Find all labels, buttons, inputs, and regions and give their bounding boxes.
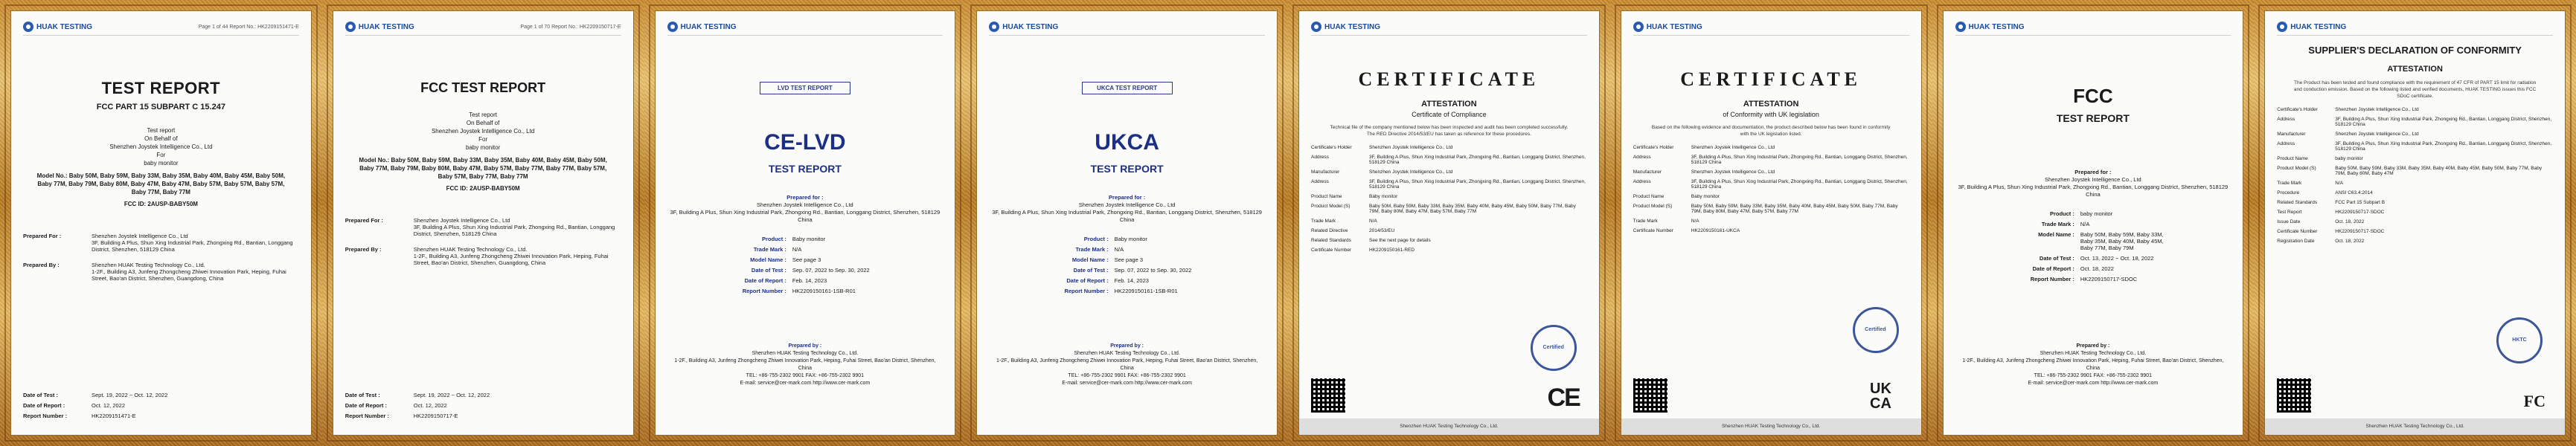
- value: Shenzhen Joystek Intelligence Co., Ltd: [2335, 107, 2419, 112]
- label: Model Name :: [2038, 231, 2074, 238]
- fcc-mark-icon: FC: [2523, 392, 2545, 410]
- certification-seal-icon: HKTC: [2496, 317, 2543, 363]
- date-of-report: Feb. 14, 2023: [1114, 277, 1149, 284]
- label: Prepared By :: [23, 262, 60, 268]
- fcc-id: FCC ID: 2AUSP-BABY50M: [446, 185, 520, 192]
- label: Product Name: [1633, 194, 1665, 199]
- page-meta: Page 1 of 70 Report No.: HK2209150717-E: [520, 24, 621, 30]
- brand-logo: [1311, 22, 1380, 32]
- label: Related Standards: [2277, 200, 2318, 205]
- label: Report Number :: [23, 413, 68, 419]
- model-list: Model No.: Baby 50M, Baby 59M, Baby 33M, Baby 35M, Baby 40M, Baby 45M, Baby 50M, Baby 77M, Baby 79M, Baby 80M, Baby 47M, Baby 47M, Baby 57M, Baby 57M, Baby 57M, Baby 77M, Baby 77M: [36, 172, 286, 195]
- date-rows: [345, 392, 490, 423]
- label: Address: [1311, 155, 1329, 160]
- label: Prepared For :: [23, 233, 62, 239]
- qr-code-icon: [1311, 378, 1345, 413]
- product: Baby monitor: [792, 236, 826, 242]
- attestation-subheading: of Conformity with UK legislation: [1723, 111, 1819, 118]
- value: HK2209150161-UKCA: [1691, 228, 1740, 233]
- label: Certificate's Holder: [1311, 145, 1352, 150]
- label: Product :: [1083, 236, 1109, 242]
- value: HK2209150161-RED: [1369, 248, 1415, 253]
- prepared-for: Shenzhen Joystek Intelligence Co., Ltd 3F, Building A Plus, Shun Xing Industrial Park, Zhongxing Rd., Bantian, Longgang District, Shenzhen, 518129 China: [92, 233, 293, 253]
- date-of-test: Sep. 07, 2022 to Sep. 30, 2022: [1114, 267, 1192, 274]
- value: Shenzhen Joystek Intelligence Co., Ltd: [1369, 145, 1453, 150]
- date-rows: [23, 392, 167, 423]
- certificate-frame-4[interactable]: [966, 0, 1288, 446]
- date-of-report: Feb. 14, 2023: [792, 277, 827, 284]
- label: Report Number :: [1064, 288, 1109, 294]
- label: Trade Mark: [1311, 219, 1336, 224]
- document-page: [655, 10, 956, 436]
- label: Related Directive: [1311, 228, 1348, 233]
- attestation-note: The Product has been tested and found compliance with the requirement of 47 CFR of PART 15 limit for radiation and conduction emission. Based on the following listed and verified documents, HUAK TESTING issues this FCC SDoC certificate.: [2293, 80, 2537, 99]
- prepared-for: Shenzhen Joystek Intelligence Co., Ltd 3F, Building A Plus, Shun Xing Industrial Park, Zhongxing Rd., Bantian, Longgang District, Shenzhen, 518129 China: [992, 201, 1262, 223]
- label: Product Model (S): [2277, 166, 2316, 171]
- brand-name: HUAK TESTING: [358, 22, 414, 31]
- value: Shenzhen Joystek Intelligence Co., Ltd: [2335, 132, 2419, 137]
- value: Oct. 18, 2022: [2335, 239, 2365, 244]
- label: Date of Report :: [345, 402, 387, 409]
- footer-band: Shenzhen HUAK Testing Technology Co., Ltd.: [1299, 418, 1599, 435]
- value: 3F, Building A Plus, Shun Xing Industrial Park, Zhongxing Rd., Bantian, Longgang District, Shenzhen, 518129 China: [1691, 155, 1908, 165]
- certificate-frame-5[interactable]: [1288, 0, 1610, 446]
- report-subtitle: TEST REPORT: [1090, 163, 1164, 175]
- label: Registration Date: [2277, 239, 2315, 244]
- party-rows: [345, 217, 621, 266]
- brand-name: HUAK TESTING: [36, 22, 92, 31]
- attestation-subheading: Certificate of Compliance: [1412, 111, 1487, 118]
- label: Trade Mark :: [2041, 221, 2074, 227]
- model-name: See page 3: [792, 256, 821, 263]
- value: ANSI C63.4:2014: [2335, 190, 2373, 195]
- prepared-by-block: [989, 343, 1265, 387]
- brand-name: HUAK TESTING: [1968, 22, 2025, 31]
- ce-mark-icon: CE: [1547, 384, 1580, 412]
- document-page: [333, 10, 634, 436]
- label: Address: [1633, 155, 1651, 160]
- label: Trade Mark: [2277, 181, 2302, 186]
- label: Prepared for :: [1109, 194, 1146, 201]
- label: Product :: [2049, 210, 2074, 217]
- date-of-test: Sept. 19, 2022 ~ Oct. 12, 2022: [92, 392, 168, 398]
- report-number: HK2209151471-E: [92, 413, 136, 419]
- report-number: HK2209150717-SDOC: [2080, 276, 2138, 282]
- certificate-details: [1311, 145, 1587, 253]
- footer-band: Shenzhen HUAK Testing Technology Co., Ltd.: [2265, 418, 2565, 435]
- value: 2014/53/EU: [1369, 228, 1395, 233]
- trade-mark: N/A: [2080, 221, 2090, 227]
- label: Certificate Number: [1633, 228, 1673, 233]
- model-list: Model No.: Baby 50M, Baby 59M, Baby 33M, Baby 35M, Baby 40M, Baby 45M, Baby 50M, Baby 77M, Baby 79M, Baby 80M, Baby 47M, Baby 57M, Baby 77M, Baby 77M, Baby 57M, Baby 57M, Baby 77M, Baby 77M: [359, 157, 607, 180]
- prepared-by: Shenzhen HUAK Testing Technology Co., Ltd. 1-2F., Building A3, Junfeng Zhongcheng Zhiwei Innovation Park, Heping, Fuhai Street, Bao'an District, Shenzhen, China TEL: +86-755-2302 9901 FAX: +86-755-2302 9901 E-mail: service@cer-mark.com http://www.cer-mark.com: [996, 351, 1258, 386]
- report-type-badge: UKCA TEST REPORT: [1082, 82, 1173, 94]
- brand-logo: [23, 22, 92, 32]
- document-header: [667, 19, 943, 36]
- label: Date of Report :: [23, 402, 65, 409]
- report-subtitle: FCC PART 15 SUBPART C 15.247: [96, 103, 225, 112]
- label: Address: [2277, 141, 2295, 146]
- value: 3F, Building A Plus, Shun Xing Industrial Park, Zhongxing Rd., Bantian, Longgang District, Shenzhen, 518129 China: [2335, 141, 2552, 152]
- label: Test Report: [2277, 210, 2302, 215]
- attestation-heading: ATTESTATION: [2387, 65, 2443, 74]
- attestation-note: Technical file of the company mentioned below has been inspected and audit has been completed successfully. The RED Directive 2014/53/EU has taken as reference for these procedures.: [1330, 125, 1569, 137]
- value: HK2209150717-SDOC: [2335, 229, 2385, 234]
- document-page: [976, 10, 1278, 436]
- brand-name: HUAK TESTING: [1646, 22, 1702, 31]
- value: baby monitor: [2335, 156, 2363, 161]
- prepared-by-block: [667, 343, 943, 387]
- prepared-for: Shenzhen Joystek Intelligence Co., Ltd 3F, Building A Plus, Shun Xing Industrial Park, Zhongxing Rd., Bantian, Longgang District, Shenzhen, 518129 China: [1958, 176, 2229, 198]
- label: Product Name: [2277, 156, 2308, 161]
- brand-logo: [2277, 22, 2346, 32]
- prepared-by: Shenzhen HUAK Testing Technology Co., Ltd. 1-2F., Building A3, Junfeng Zhongcheng Zhiwei Innovation Park, Heping, Fuhai Street, Bao'an District, Shenzhen, Guangdong, China: [413, 246, 609, 266]
- prepared-by: Shenzhen HUAK Testing Technology Co., Ltd. 1-2F., Building A3, Junfeng Zhongcheng Zhiwei Innovation Park, Heping, Fuhai Street, Bao'an District, Shenzhen, China TEL: +86-755-2302 9901 FAX: +86-755-2302 9901 E-mail: service@cer-mark.com http://www.cer-mark.com: [1962, 351, 2224, 386]
- report-number: HK2209150161-1SB-R01: [792, 288, 856, 294]
- value: Baby 50M, Baby 59M, Baby 33M, Baby 35M, Baby 40M, Baby 45M, Baby 50M, Baby 77M, Baby 79M, Baby 80M, Baby 47M, Baby 57M, Baby 77M: [1369, 204, 1576, 214]
- label: Related Standards: [1311, 238, 1351, 243]
- logo-icon: [2277, 22, 2287, 32]
- document-page: [1621, 10, 1922, 436]
- certificate-frame-6[interactable]: [1610, 0, 1932, 446]
- value: Baby monitor: [1691, 194, 1720, 199]
- report-intro: Test report On Behalf of Shenzhen Joystek Intelligence Co., Ltd For baby monitor: [109, 127, 213, 167]
- report-details: [2015, 210, 2171, 282]
- logo-icon: [1633, 22, 1644, 32]
- trade-mark: N/A: [1114, 246, 1124, 253]
- label: Prepared By :: [345, 246, 382, 253]
- label: Trade Mark :: [1075, 246, 1109, 253]
- label: Date of Test :: [751, 267, 786, 274]
- label: Product Model (S): [1633, 204, 1673, 209]
- logo-icon: [667, 22, 678, 32]
- label: Report Number :: [742, 288, 786, 294]
- label: Report Number :: [345, 413, 389, 419]
- fcc-id: FCC ID: 2AUSP-BABY50M: [124, 201, 198, 207]
- report-title: FCC TEST REPORT: [420, 80, 546, 95]
- document-header: [2277, 19, 2553, 36]
- value: Baby 50M, Baby 59M, Baby 33M, Baby 35M, Baby 40M, Baby 45M, Baby 50M, Baby 77M, Baby 79M, Baby 80M, Baby 47M: [2335, 166, 2543, 176]
- report-title: FCC: [2073, 85, 2113, 107]
- value: N/A: [1691, 219, 1699, 224]
- prepared-for-block: [667, 194, 943, 224]
- label: Prepared for :: [786, 194, 824, 201]
- qr-code-icon: [2277, 378, 2311, 413]
- label: Model Name :: [750, 256, 786, 263]
- prepared-by-block: [1955, 343, 2231, 387]
- label: Certificate's Holder: [1633, 145, 1674, 150]
- logo-icon: [989, 22, 999, 32]
- label: Certificate Number: [2277, 229, 2318, 234]
- date-of-test: Oct. 13, 2022 ~ Oct. 18, 2022: [2080, 255, 2154, 262]
- certificate-details: [1633, 145, 1909, 233]
- label: Address: [1633, 179, 1651, 184]
- document-page: [1943, 10, 2244, 436]
- value: Shenzhen Joystek Intelligence Co., Ltd: [1691, 169, 1775, 175]
- certificate-frame-2[interactable]: [322, 0, 644, 446]
- label: Date of Test :: [1073, 267, 1109, 274]
- prepared-for-block: [989, 194, 1265, 224]
- label: Manufacturer: [2277, 132, 2306, 137]
- value: Shenzhen Joystek Intelligence Co., Ltd: [1369, 169, 1453, 175]
- document-page: [10, 10, 312, 436]
- document-page: [1298, 10, 1600, 436]
- report-subtitle: TEST REPORT: [768, 163, 842, 175]
- brand-name: HUAK TESTING: [1002, 22, 1059, 31]
- document-header: [1955, 19, 2231, 36]
- value: 3F, Building A Plus, Shun Xing Industrial Park, Zhongxing Rd., Bantian, Longgang District, Shenzhen, 518129 China: [2335, 117, 2552, 127]
- product: baby monitor: [2080, 210, 2113, 217]
- label: Date of Test :: [345, 392, 380, 398]
- footer-band: Shenzhen HUAK Testing Technology Co., Ltd.: [1621, 418, 1921, 435]
- certification-seal-icon: Certified: [1853, 307, 1899, 353]
- document-header: [1311, 19, 1587, 36]
- certificate-title: CERTIFICATE: [1358, 68, 1540, 90]
- qr-code-icon: [1633, 378, 1667, 413]
- date-of-test: Sep. 07, 2022 to Sep. 30, 2022: [792, 267, 870, 274]
- report-title: CE-LVD: [764, 130, 846, 155]
- report-number: HK2209150161-1SB-R01: [1114, 288, 1178, 294]
- report-details: [727, 236, 883, 294]
- model-name: Baby 50M, Baby 59M, Baby 33M, Baby 35M, Baby 40M, Baby 45M, Baby 77M, Baby 79M: [2080, 231, 2164, 251]
- label: Address: [2277, 117, 2295, 122]
- attestation-note: Based on the following evidence and documentation, the product described below has been found in conformity with the UK legislation listed.: [1651, 125, 1891, 137]
- label: Product Model (S): [1311, 204, 1351, 209]
- brand-logo: [1955, 22, 2025, 32]
- logo-icon: [23, 22, 33, 32]
- certificate-frame-7[interactable]: [1932, 0, 2255, 446]
- date-of-report: Oct. 12, 2022: [413, 402, 447, 409]
- label: Issue Date: [2277, 219, 2301, 224]
- value: Baby monitor: [1369, 194, 1398, 199]
- logo-icon: [1311, 22, 1321, 32]
- value: HK2209150717-SDOC: [2335, 210, 2385, 215]
- label: Prepared by :: [788, 343, 822, 349]
- certificate-frame-8[interactable]: [2254, 0, 2576, 446]
- brand-name: HUAK TESTING: [2290, 22, 2347, 31]
- label: Date of Test :: [23, 392, 58, 398]
- date-of-test: Sept. 19, 2022 ~ Oct. 12, 2022: [413, 392, 490, 398]
- value: See the next page for details: [1369, 238, 1431, 243]
- label: Product :: [761, 236, 786, 242]
- report-number: HK2209150717-E: [413, 413, 458, 419]
- value: N/A: [1369, 219, 1377, 224]
- value: N/A: [2335, 181, 2344, 186]
- report-details: [1049, 236, 1205, 294]
- label: Certificate's Holder: [2277, 107, 2318, 112]
- document-header: [23, 19, 299, 36]
- value: Baby 50M, Baby 59M, Baby 33M, Baby 35M, Baby 40M, Baby 45M, Baby 50M, Baby 77M, Baby 79M, Baby 80M, Baby 47M, Baby 57M, Baby 77M: [1691, 204, 1898, 214]
- attestation-heading: ATTESTATION: [1421, 100, 1477, 109]
- value: 3F, Building A Plus, Shun Xing Industrial Park, Zhongxing Rd., Bantian, Longgang District, Shenzhen, 518129 China: [1691, 179, 1908, 190]
- label: Certificate Number: [1311, 248, 1352, 253]
- report-title: UKCA: [1095, 130, 1159, 155]
- trade-mark: N/A: [792, 246, 802, 253]
- certificate-title: CERTIFICATE: [1680, 68, 1862, 90]
- label: Prepared for :: [2074, 169, 2112, 175]
- value: 3F, Building A Plus, Shun Xing Industrial Park, Zhongxing Rd., Bantian, Longgang District, Shenzhen, 518129 China: [1369, 179, 1586, 190]
- brand-name: HUAK TESTING: [680, 22, 737, 31]
- label: Manufacturer: [1311, 169, 1340, 175]
- label: Procedure: [2277, 190, 2300, 195]
- logo-icon: [1955, 22, 1966, 32]
- label: Date of Report :: [744, 277, 786, 284]
- brand-logo: [667, 22, 737, 32]
- value: FCC Part 15 Subpart B: [2335, 200, 2386, 205]
- value: Shenzhen Joystek Intelligence Co., Ltd: [1691, 145, 1775, 150]
- date-of-report: Oct. 18, 2022: [2080, 265, 2114, 272]
- brand-logo: [345, 22, 414, 32]
- prepared-for-block: [1955, 169, 2231, 198]
- label: Model Name :: [1071, 256, 1109, 263]
- label: Trade Mark :: [753, 246, 786, 253]
- report-title: TEST REPORT: [101, 79, 221, 97]
- ukca-mark-icon: UK CA: [1870, 381, 1891, 412]
- label: Report Number :: [2030, 276, 2074, 282]
- label: Address: [1311, 179, 1329, 184]
- report-intro: Test report On Behalf of Shenzhen Joystek Intelligence Co., Ltd For baby monitor: [431, 112, 535, 151]
- prepared-by: Shenzhen HUAK Testing Technology Co., Ltd. 1-2F., Building A3, Junfeng Zhongcheng Zhiwei Innovation Park, Heping, Fuhai Street, Bao'an District, Shenzhen, Guangdong, China: [92, 262, 286, 282]
- date-of-report: Oct. 12, 2022: [92, 402, 126, 409]
- brand-name: HUAK TESTING: [1324, 22, 1380, 31]
- report-subtitle: TEST REPORT: [2056, 112, 2130, 124]
- party-rows: [23, 233, 299, 282]
- label: Date of Test :: [2039, 255, 2074, 262]
- document-header: [989, 19, 1265, 36]
- label: Prepared For :: [345, 217, 384, 224]
- prepared-by: Shenzhen HUAK Testing Technology Co., Ltd. 1-2F., Building A3, Junfeng Zhongcheng Zhiwei Innovation Park, Heping, Fuhai Street, Bao'an District, Shenzhen, China TEL: +86-755-2302 9901 FAX: +86-755-2302 9901 E-mail: service@cer-mark.com http://www.cer-mark.com: [674, 351, 936, 386]
- value: 3F, Building A Plus, Shun Xing Industrial Park, Zhongxing Rd., Bantian, Longgang District, Shenzhen, 518129 China: [1369, 155, 1586, 165]
- label: Prepared by :: [2076, 343, 2110, 349]
- prepared-for: Shenzhen Joystek Intelligence Co., Ltd 3F, Building A Plus, Shun Xing Industrial Park, Zhongxing Rd., Bantian, Longgang District, Shenzhen, 518129 China: [413, 217, 615, 237]
- page-meta: Page 1 of 44 Report No.: HK2209151471-E: [198, 24, 299, 30]
- attestation-heading: ATTESTATION: [1743, 100, 1799, 109]
- document-header: [345, 19, 621, 36]
- report-type-badge: LVD TEST REPORT: [760, 82, 850, 94]
- logo-icon: [345, 22, 356, 32]
- certificate-frame-3[interactable]: [644, 0, 967, 446]
- prepared-for: Shenzhen Joystek Intelligence Co., Ltd 3F, Building A Plus, Shun Xing Industrial Park, Zhongxing Rd., Bantian, Longgang District, Shenzhen, 518129 China: [670, 201, 941, 223]
- document-page: [2264, 10, 2566, 436]
- document-header: [1633, 19, 1909, 36]
- certificate-frame-1[interactable]: [0, 0, 322, 446]
- label: Trade Mark: [1633, 219, 1658, 224]
- product: Baby monitor: [1114, 236, 1147, 242]
- label: Product Name: [1311, 194, 1342, 199]
- certification-seal-icon: Certified: [1531, 325, 1577, 371]
- certificate-title: SUPPLIER'S DECLARATION OF CONFORMITY: [2308, 45, 2522, 56]
- label: Date of Report :: [1066, 277, 1109, 284]
- label: Date of Report :: [2032, 265, 2074, 272]
- label: Prepared by :: [1110, 343, 1144, 349]
- value: Oct. 18, 2022: [2335, 219, 2365, 224]
- label: Manufacturer: [1633, 169, 1662, 175]
- brand-logo: [1633, 22, 1702, 32]
- brand-logo: [989, 22, 1058, 32]
- model-name: See page 3: [1114, 256, 1143, 263]
- certificate-details: [2277, 107, 2553, 244]
